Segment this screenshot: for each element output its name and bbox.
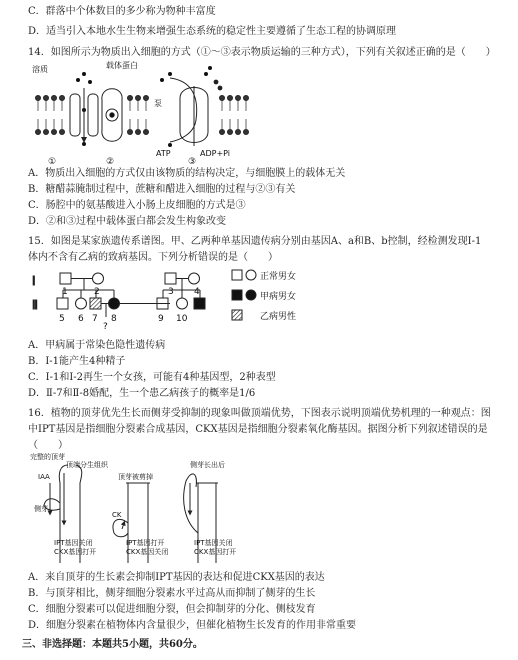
lipid-heads-bottom xyxy=(35,129,248,134)
label-num-2: ② xyxy=(106,157,115,165)
q13-option-d: D．适当引入本地水生生物来增强生态系统的稳定性主要遵循了生态工程的协调原理 xyxy=(28,26,397,37)
number-II-8: 8 xyxy=(111,314,117,324)
legend-label-normal: 正常男女 xyxy=(260,272,297,282)
q14-option-d: D．②和③过程中载体蛋白都会发生构象改变 xyxy=(28,216,227,227)
legend-disease-a-female xyxy=(246,290,256,300)
label-atp: ATP xyxy=(156,149,171,158)
q16-option-c: C．细胞分裂素可以促进细胞分裂，但会抑制芽的分化、侧枝发育 xyxy=(28,604,316,615)
label-apical-meristem: 顶端分生组织 xyxy=(66,461,108,469)
q15-option-b: B．Ⅰ-1能产生4种精子 xyxy=(28,356,126,367)
q15-option-a: A．甲病属于常染色隐性遗传病 xyxy=(28,340,166,351)
legend-disease-a-male xyxy=(232,290,242,300)
q16-stem-line3: （ ） xyxy=(28,440,68,451)
legend-label-disease-b: 乙病男性 xyxy=(260,312,297,322)
q13-option-c: C．群落中个体数目的多少称为物种丰富度 xyxy=(28,6,216,17)
number-I-1: 1 xyxy=(62,287,68,297)
number-II-6: 6 xyxy=(78,314,84,324)
label-after-lateral-growth: 侧芽长出后 xyxy=(190,461,225,469)
individual-II-11 xyxy=(194,298,205,309)
number-II-9: 9 xyxy=(158,314,164,324)
generation-1-label: Ⅰ xyxy=(32,274,36,288)
q14-stem: 14．如图所示为物质出入细胞的方式（①～③表示物质运输的三种方式），下列有关叙述正确的是（ ） xyxy=(28,47,496,58)
q16-option-b: B．与顶芽相比，侧芽细胞分裂素水平过高从而抑制了侧芽的生长 xyxy=(28,588,316,599)
number-I-4: 4 xyxy=(194,287,200,297)
membrane-transport-figure xyxy=(30,60,260,165)
label-intact-apex: 完整的顶芽 xyxy=(30,453,65,461)
individual-II-10 xyxy=(177,298,188,309)
q15-option-d: D．Ⅱ-7和Ⅱ-8婚配，生一个患乙病孩子的概率是1/6 xyxy=(28,388,256,399)
individual-I-2 xyxy=(93,273,104,284)
q14-option-c: C．肠腔中的氨基酸进入小肠上皮细胞的方式是③ xyxy=(28,200,246,211)
label-lateral-bud: 侧芽 xyxy=(34,505,48,513)
legend-label-disease-a: 甲病男女 xyxy=(260,292,297,302)
individual-II-7 xyxy=(90,298,101,309)
number-II-7: 7 xyxy=(92,314,98,324)
legend-normal-male xyxy=(232,270,242,280)
label-num-3: ③ xyxy=(188,157,197,165)
label-ipt-off-1: IPT基因关闭 xyxy=(54,539,93,547)
legend-normal-female xyxy=(246,270,256,280)
lipid-heads-top xyxy=(35,95,248,100)
label-carrier-protein: 载体蛋白 xyxy=(106,61,138,70)
number-II-10: 10 xyxy=(176,314,188,324)
individual-I-4 xyxy=(189,273,200,284)
generation-2-label: Ⅱ xyxy=(32,298,38,312)
individual-II-6 xyxy=(76,298,87,309)
number-I-3: 3 xyxy=(168,287,174,297)
q14-option-b: B．糖醋蒜腌制过程中，蔗糖和醋进入细胞的过程与②③有关 xyxy=(28,184,296,195)
label-ckx-on-1: CKX基因打开 xyxy=(54,548,97,556)
label-ipt-on: IPT基因打开 xyxy=(126,539,165,547)
label-apex-cut: 顶芽被剪掉 xyxy=(118,473,153,481)
individual-I-3 xyxy=(165,273,176,284)
q14-option-a: A．物质出入细胞的方式仅由该物质的结构决定，与细胞膜上的载体无关 xyxy=(28,168,346,179)
apical-dominance-figure xyxy=(30,453,270,568)
q16-stem-line2: 中IPT基因是指细胞分裂素合成基因，CKX基因是指细胞分裂素氧化酶基因。据图分析下列叙述错误的是 xyxy=(28,424,488,435)
label-pump: 泵 xyxy=(154,99,162,108)
individual-II-8 xyxy=(109,298,120,309)
q16-option-a: A．来自顶芽的生长素会抑制IPT基因的表达和促进CKX基因的表达 xyxy=(28,572,325,583)
label-ipt-off-2: IPT基因关闭 xyxy=(194,539,233,547)
number-I-2: 2 xyxy=(94,287,100,297)
q16-stem-line1: 16．植物的顶芽优先生长而侧芽受抑制的现象叫做顶端优势，下图表示说明顶端优势机理的一种观点：图 xyxy=(28,408,491,419)
label-num-1: ① xyxy=(48,157,57,165)
number-II-5: 5 xyxy=(59,314,65,324)
individual-I-1 xyxy=(60,273,71,284)
label-ckx-off: CKX基因关闭 xyxy=(126,548,169,556)
label-iaa: IAA xyxy=(38,473,50,481)
legend-disease-b-male xyxy=(232,310,242,320)
q15-option-c: C．Ⅰ-1和Ⅰ-2再生一个女孩，可能有4种基因型，2种表型 xyxy=(28,372,276,383)
pedigree-chart xyxy=(30,265,350,337)
carrier-protein xyxy=(102,89,122,142)
individual-II-5 xyxy=(57,298,68,309)
unknown-offspring: ? xyxy=(103,322,108,332)
label-ck: CK xyxy=(112,511,122,519)
q15-stem-line1: 15．如图是某家族遗传系谱图。甲、乙两种单基因遗传病分别由基因A、a和B、b控制，经检测发现Ⅰ-1 xyxy=(28,236,482,247)
label-ckx-on-2: CKX基因打开 xyxy=(194,548,237,556)
q16-option-d: D．细胞分裂素在植物体内含量很少，但催化植物生长发育的作用非常重要 xyxy=(28,620,357,631)
label-adp-pi: ADP+Pi xyxy=(200,149,231,158)
label-solute: 溶质 xyxy=(32,65,48,74)
section-3-heading: 三、非选择题：本题共5小题，共60分。 xyxy=(22,639,203,650)
q15-stem-line2: 体内不含有乙病的致病基因。下列分析错误的是（ ） xyxy=(28,252,278,263)
